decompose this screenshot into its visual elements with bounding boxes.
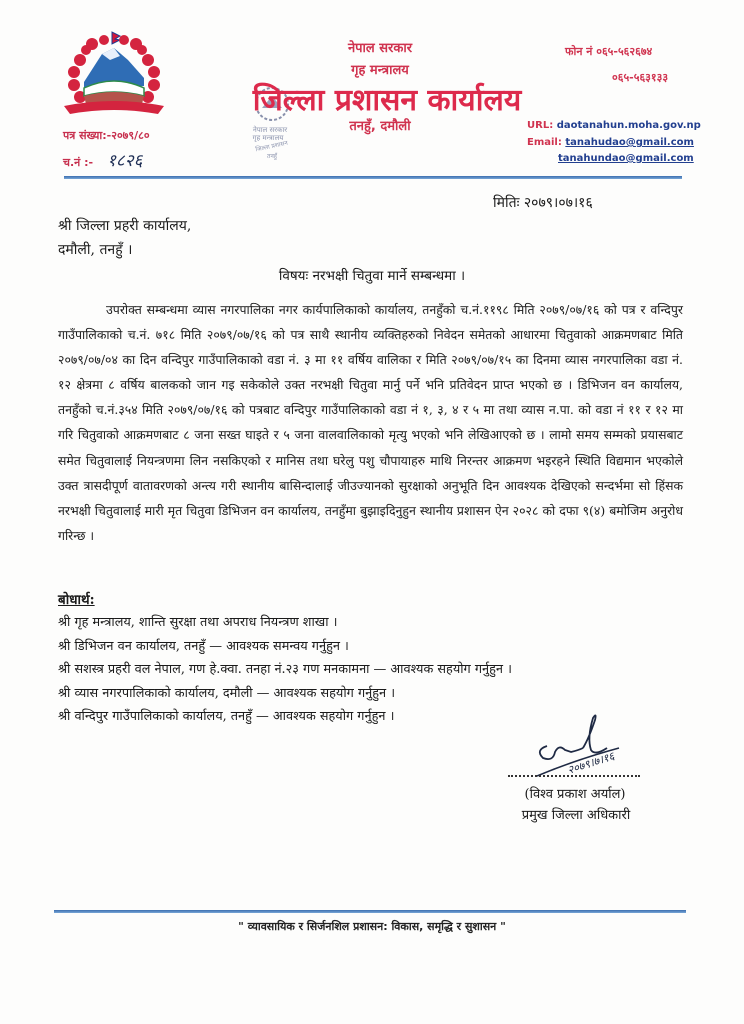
cc-item: श्री सशस्त्र प्रहरी वल नेपाल, गण हे.क्वा. तनहा नं.२३ गण मनकामना — आवश्यक सहयोग गर्नुहुन । — [58, 662, 512, 677]
signer-title: प्रमुख जिल्ला अधिकारी — [521, 808, 631, 823]
reference-label: पत्र संख्या:- — [63, 129, 112, 142]
email-secondary — [558, 153, 694, 164]
reference-number — [63, 128, 150, 143]
government-name: नेपाल सरकार — [347, 41, 413, 56]
recipient-line-2: दमौली, तनहुँ । — [58, 242, 133, 258]
website-link[interactable]: daotanahun.moha.gov.np — [556, 120, 701, 131]
letter-body: उपरोक्त सम्बन्धमा व्यास नगरपालिका नगर कार्यपालिकाको कार्यालय, तनहुँको च.नं.११९८ मिति २०७९/०७/१६ को पत्र र वन्दिपुर गाउँपालिकाको च.नं. ७१८ मिति २०७९/०७/१६ को पत्र साथै स्थानीय व्यक्तिहरुको निवेदन समेतको आधारमा चितुवाको आक्रमणबाट मिति २०७९/०७/०४ का दिन वन्दिपुर गाउँपालिकाको वडा नं. ३ मा ११ वर्षिय वालिका र मिति २०७९/०७/१५ का दिनमा व्यास नगरपालिका वडा नं. १२ क्षेत्रमा ८ वर्षिय बालकको जान गइ सकेकोले उक्त नरभक्षी चितुवा मार्नु पर्ने भनि प्रतिवेदन प्राप्त भएको छ । डिभिजन वन कार्यालय, तनहुँको च.नं.३५४ मिति २०७९/०७/१६ को पत्रबाट वन्दिपुर गाउँपालिकाको वडा नं १, ३, ४ र ५ मा तथा व्यास न.पा. को वडा नं ११ र १२ मा गरि चितुवाको आक्रमणबाट ८ जना सख्त घाइते र ५ जना वालवालिकाको मृत्यु भएको भनि लेखिआएको छ । लामो समय सम्मको प्रयासबाट समेत चितुवालाई नियन्त्रणमा लिन नसकिएको र मानिस तथा घरेलु पशु चौपायाहरु माथि निरन्तर आक्रमण भइरहने स्थिति विद्यमान भएकोले उक्त त्रासदीपूर्ण वातावरणको अन्त्य गरी स्थानीय बासिन्दालाई जीउज्यानको सुरक्षाको अनुभूति दिन आवश्यक देखिएको सन्दर्भमा सो हिंसक नरभक्षी चितुवालाई मारी मृत चितुवा डिभिजन वन कार्यालय, तनहुँमा बुझाइदिनुहुन स्थानीय प्रशासन ऐन २०२८ को दफा ९(४) बमोजिम अनुरोध गरिन्छ । — [58, 302, 683, 543]
letter-date — [493, 193, 593, 212]
cc-item: श्री व्यास नगरपालिकाको कार्यालय, दमौली — आवश्यक सहयोग गर्नुहुन । — [58, 685, 396, 701]
url-label: URL: — [527, 120, 554, 131]
email-link-1[interactable]: tanahudao@gmail.com — [565, 137, 694, 148]
svg-text:तनहुँ: तनहुँ — [267, 153, 277, 160]
cc-list — [58, 611, 512, 729]
header-divider — [64, 176, 682, 179]
svg-text:जिल्ला प्रशासन: जिल्ला प्रशासन — [254, 139, 289, 154]
footer-motto: " व्यावसायिक र सिर्जनशिल प्रशासन: विकास, समृद्धि र सुशासन " — [238, 920, 506, 933]
cc-item: श्री गृह मन्त्रालय, शान्ति सुरक्षा तथा अपराध नियन्त्रण शाखा । — [58, 615, 338, 630]
ministry-name: गृह मन्त्रालय — [351, 63, 409, 78]
email-label: Email: — [527, 137, 562, 148]
office-title: जिल्ला प्रशासन कार्यालय — [252, 83, 522, 118]
office-location: तनहुँ, दमौली — [349, 119, 411, 134]
phone-number-2: ०६५-५६३१३३ — [612, 71, 669, 84]
phone-label: फोन नं — [565, 45, 593, 58]
email-primary — [527, 137, 694, 148]
nepal-emblem-icon — [58, 30, 170, 122]
signature-date: २०७९।७।१६ — [565, 749, 616, 777]
email-link-2[interactable]: tanahundao@gmail.com — [558, 153, 694, 164]
dispatch-number — [63, 148, 142, 171]
cc-heading: बोधार्थ: — [58, 592, 95, 608]
phone-number-1: ०६५-५६२६७४ — [596, 45, 653, 58]
dispatch-value-handwritten: १८२६ — [107, 151, 143, 171]
phone-primary — [565, 44, 652, 59]
signer-name: (विश्व प्रकाश अर्याल) — [524, 787, 626, 802]
svg-text:नेपाल सरकार: नेपाल सरकार — [252, 126, 288, 134]
svg-text:गृह मन्त्रालय: गृह मन्त्रालय — [252, 134, 284, 142]
dispatch-label: च.नं :- — [63, 156, 94, 169]
cc-item: श्री डिभिजन वन कार्यालय, तनहुँ — आवश्यक समन्वय गर्नुहुन । — [58, 638, 349, 654]
cc-item: श्री वन्दिपुर गाउँपालिकाको कार्यालय, तनहुँ — आवश्यक सहयोग गर्नुहुन । — [58, 709, 395, 724]
date-label: मितिः — [493, 195, 520, 211]
date-value: २०७९।०७।१६ — [523, 195, 593, 211]
footer-divider — [54, 910, 686, 913]
letter-subject: विषयः नरभक्षी चितुवा मार्ने सम्बन्धमा । — [278, 268, 466, 284]
website — [527, 120, 701, 131]
recipient-line-1: श्री जिल्ला प्रहरी कार्यालय, — [58, 218, 192, 234]
signature-line — [508, 775, 640, 777]
reference-value: २०७९/८० — [111, 129, 150, 142]
